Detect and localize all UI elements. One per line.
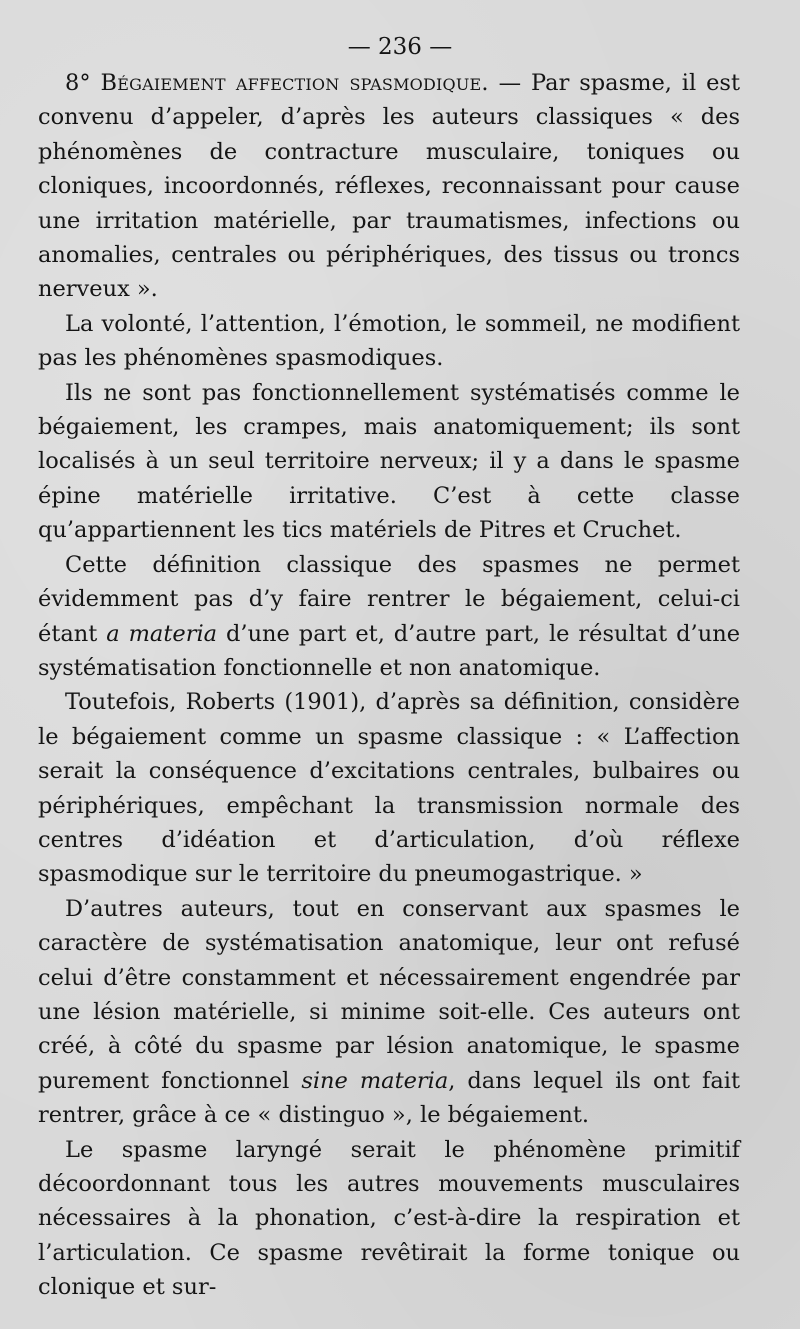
- page-number: — 236 —: [347, 34, 453, 60]
- section-number: 8°: [65, 70, 91, 96]
- paragraph-section-8: [38, 66, 740, 307]
- text-segment: Cette définition classique des spasmes ne permet évidemment pas d’y faire rentrer le bégaiement, celui-ci étant: [38, 551, 740, 647]
- paragraph-roberts: Toutefois, Roberts (1901), d’après sa définition, considère le bégaiement comme un spasme classique : « L’affection serait la conséquence d’excitations centrales, bulbaires ou périphériques, empêchant la transmission normale des centres d’idéation et d’articulation, d’où réflexe spasmodique sur le territoire du pneumogastrique. »: [38, 689, 740, 888]
- paragraph-systematises: Ils ne sont pas fonctionnellement systématisés comme le bégaiement, les crampes, mais anatomiquement; ils sont localisés à un seul territoire nerveux; il y a dans le spasme épine matérielle irritative. C’est à cette classe qu’appartiennent les tics matériels de Pitres et Cruchet.: [38, 379, 740, 544]
- section-heading: Bégaiement affection spasmodique.: [100, 70, 489, 96]
- italic-term-sine-materia: sine materia: [301, 1067, 449, 1094]
- section-intro-text: — Par spasme, il est convenu d’appeler, d’après les auteurs classiques « des phénomènes de contracture musculaire, toniques ou cloniques, incoordonnés, réflexes, reconnaissant pour cause une irritation matérielle, par traumatismes, infections ou anomalies, centrales ou périphériques, des tissus ou troncs nerveux ».: [38, 70, 740, 303]
- paragraph-volonte: La volonté, l’attention, l’émotion, le sommeil, ne modifient pas les phénomènes spasmodiques.: [38, 310, 740, 372]
- italic-term-a-materia: a materia: [106, 620, 218, 647]
- text-segment: D’autres auteurs, tout en conservant aux spasmes le caractère de systématisation anatomique, leur ont refusé celui d’être constamment et nécessairement engendrée par une lésion matérielle, si minime soit-elle. Ces auteurs ont créé, à côté du spasme par lésion anatomique, le spasme purement fonctionnel: [38, 895, 740, 1094]
- text-segment: , dans lequel ils ont fait rentrer, grâce à ce « distinguo », le bégaiement.: [38, 1067, 740, 1129]
- paragraph-spasme-larynge: Le spasme laryngé serait le phénomène primitif décoordonnant tous les autres mouvements musculaires nécessaires à la phonation, c’est-à-dire la respiration et l’articulation. Ce spasme revêtirait la forme tonique ou clonique et sur-: [38, 1136, 740, 1301]
- text-segment: d’une part et, d’autre part, le résultat d’une systématisation fonctionnelle et non anatomique.: [38, 620, 741, 681]
- paragraph-definition-classique: [38, 548, 740, 686]
- paragraph-autres-auteurs: [38, 892, 740, 1133]
